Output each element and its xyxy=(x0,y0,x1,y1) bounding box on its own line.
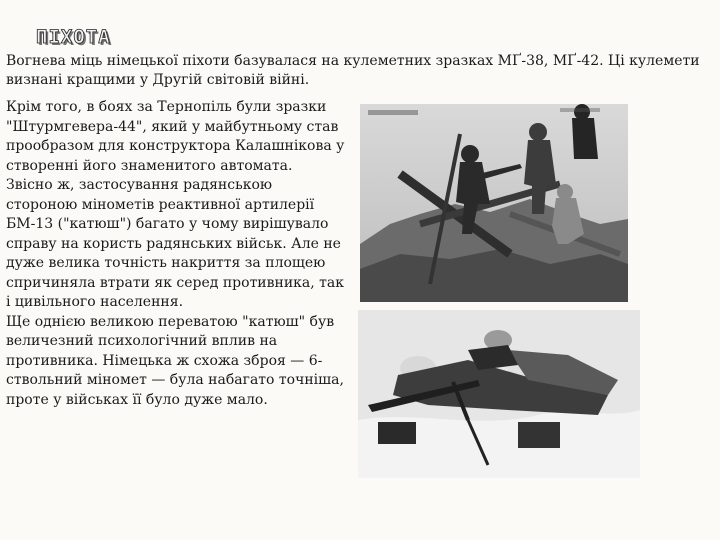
body-paragraph: Крім того, в боях за Тернопіль були зразки "Штурмгевера-44", який у майбутньому став прообразом для конструктора Калашнікова у створенні його знаменитого автомата. xyxy=(6,99,345,174)
intro-paragraph: Вогнева міць німецької піхоти базувалася на кулеметних зразках МҐ-38, МҐ-42. Ці кулемети визнані кращими у Другій світовій війні. xyxy=(6,53,700,88)
machine-gun-crew-image xyxy=(358,310,640,478)
infantry-assault-photo xyxy=(360,104,628,302)
body-text xyxy=(6,98,346,410)
body-paragraph: Звісно ж, застосування радянською стороною мінометів реактивної артилерії БМ-13 ("катюш") багато у чому вирішувало справу на користь радянських військ. Але не дуже велика точність накриття за площею спричиняла втрати як серед противника, так і цивільного населення. xyxy=(6,177,345,310)
machine-gun-crew-photo xyxy=(358,310,640,478)
infantry-assault-image xyxy=(360,104,628,302)
slide-title: ПІХОТА xyxy=(36,26,111,48)
body-paragraph: Ще однією великою переватою "катюш" був величезний психологічний вплив на противника. Німецька ж схожа зброя — 6-ствольний міномет — була набагато точніша, проте у військах її було дуже мало. xyxy=(6,313,344,408)
